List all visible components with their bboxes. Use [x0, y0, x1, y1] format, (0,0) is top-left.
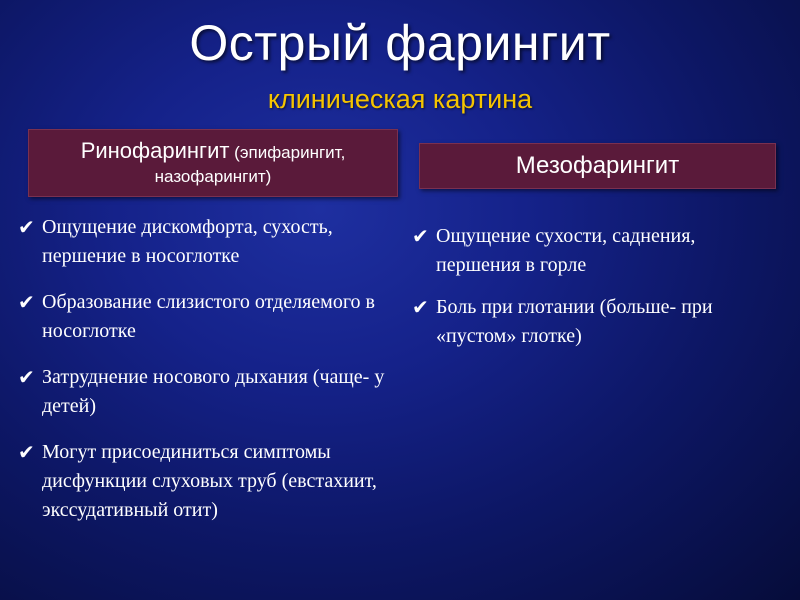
mesopharyngitis-symptom-list — [412, 222, 782, 364]
slide-subtitle: клиническая картина — [267, 84, 533, 114]
checkmark-icon: ✔ — [412, 224, 429, 248]
list-item-text: Боль при глотании (больше- при «пустом» глотке) — [436, 296, 713, 347]
mesopharyngitis-title: Мезофарингит — [515, 152, 680, 179]
slide-title: Острый фарингит — [189, 15, 611, 71]
list-item — [412, 222, 782, 280]
checkmark-icon: ✔ — [18, 365, 35, 389]
list-item — [18, 288, 418, 346]
checkmark-icon: ✔ — [18, 440, 35, 464]
mesopharyngitis-header — [419, 143, 776, 189]
list-item — [18, 363, 418, 421]
checkmark-icon: ✔ — [18, 290, 35, 314]
rhinopharyngitis-title: Ринофарингит — [80, 138, 230, 163]
checkmark-icon: ✔ — [18, 215, 35, 239]
rhinopharyngitis-header — [28, 129, 398, 197]
list-item — [18, 213, 418, 271]
rhinopharyngitis-header-text — [29, 139, 397, 189]
rhinopharyngitis-note: (эпифарингит, назофарингит) — [154, 143, 346, 186]
list-item-text: Ощущение дискомфорта, сухость, першение в носоглотке — [42, 216, 333, 267]
list-item-text: Ощущение сухости, саднения, першения в горле — [436, 225, 696, 276]
list-item-text: Образование слизистого отделяемого в носоглотке — [42, 291, 375, 342]
list-item-text: Затруднение носового дыхания (чаще- у детей) — [42, 366, 385, 417]
list-item — [18, 438, 418, 525]
checkmark-icon: ✔ — [412, 295, 429, 319]
rhinopharyngitis-symptom-list — [18, 213, 418, 542]
list-item — [412, 293, 782, 351]
list-item-text: Могут присоединиться симптомы дисфункции слуховых труб (евстахиит, экссудативный отит) — [42, 441, 377, 521]
